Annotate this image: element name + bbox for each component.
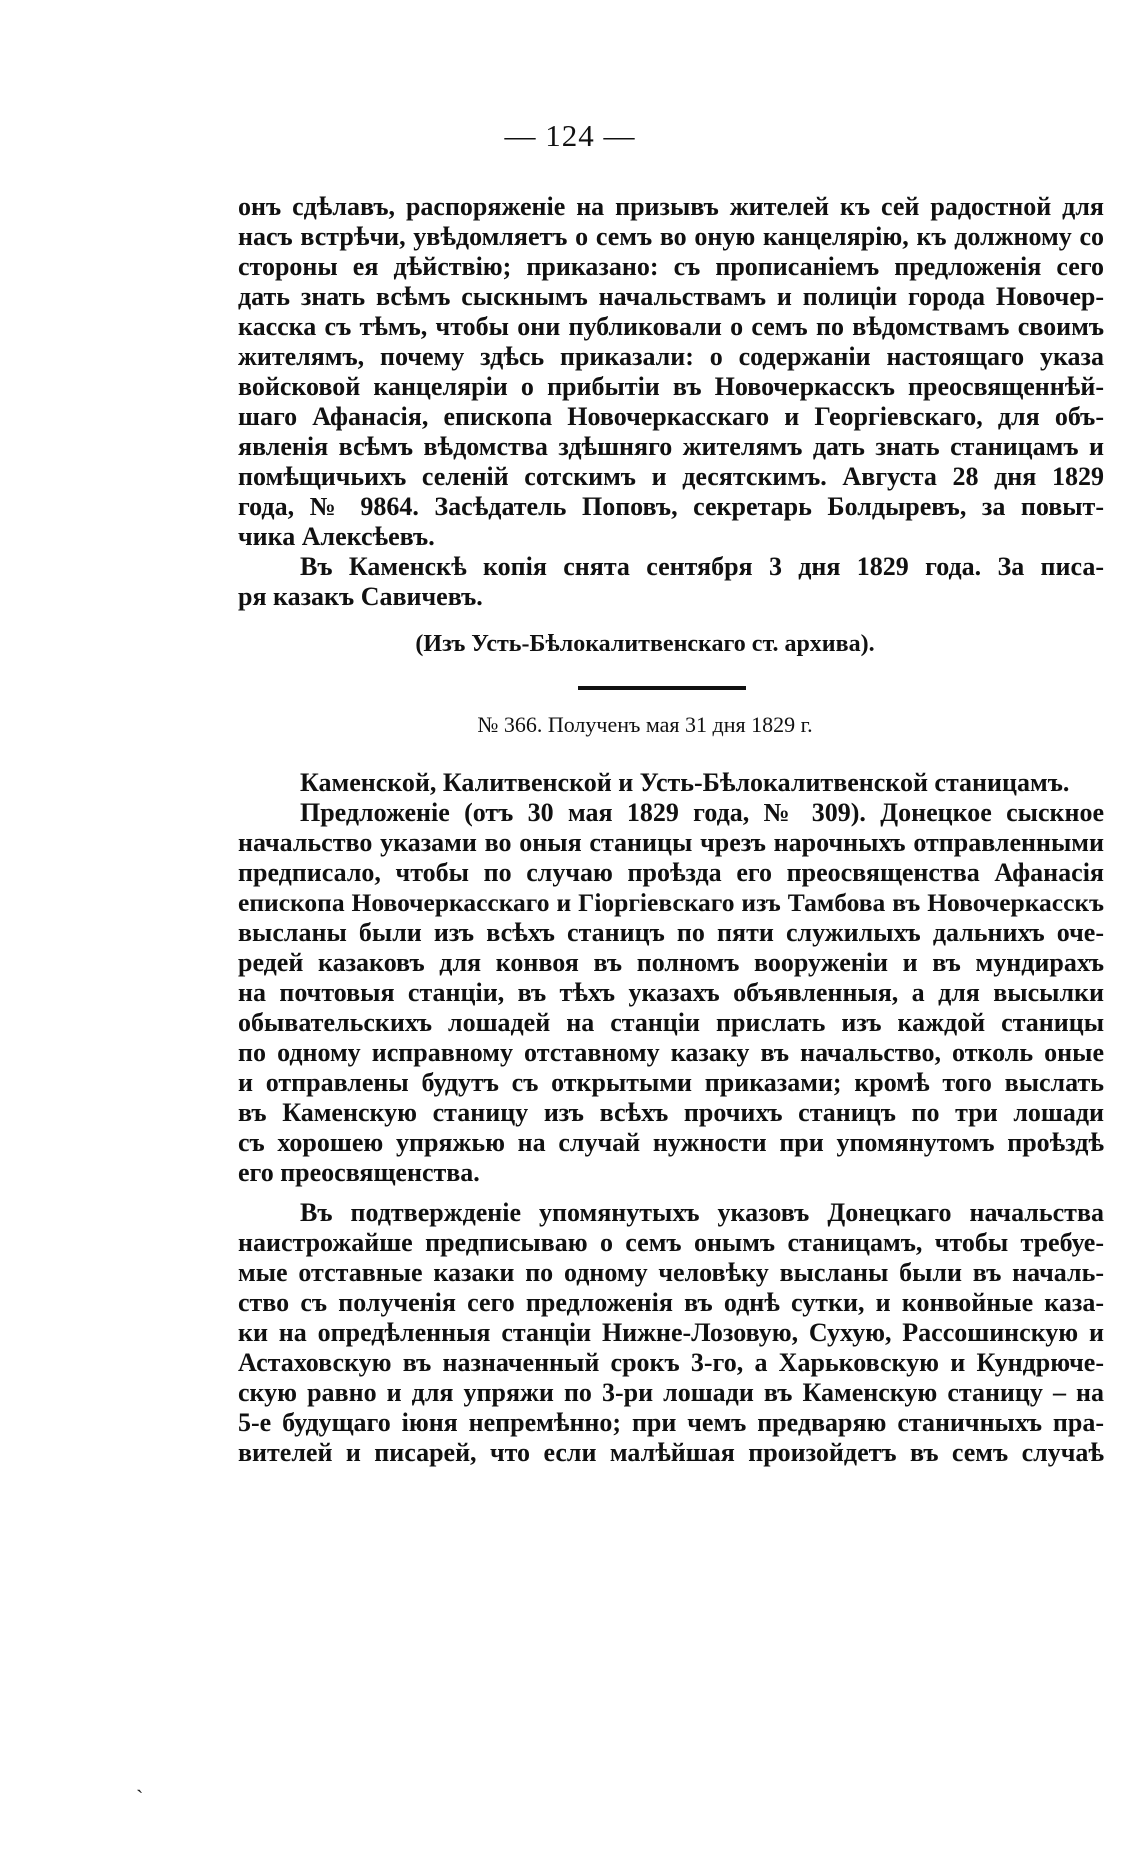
text-line: высланы были изъ всѣхъ станицъ по пяти служилыхъ дальнихъ оче- xyxy=(238,918,1104,947)
text-line: наистрожайше предписываю о семъ онымъ станицамъ, чтобы требуе- xyxy=(238,1228,1104,1257)
text-line: предписало, чтобы по случаю проѣзда его преосвященства Афанасія xyxy=(238,858,1104,887)
text-line: стороны ея дѣйствію; приказано: съ прописаніемъ предложенія сего xyxy=(238,252,1104,281)
text-line: епископа Новочеркасскаго и Гіоргіевскаго изъ Тамбова въ Новочеркасскъ xyxy=(238,888,1104,917)
text-line: ря казакъ Савичевъ. xyxy=(238,582,483,611)
text-line: жителямъ, почему здѣсь приказали: о содержаніи настоящаго указа xyxy=(238,342,1104,371)
text-line: вителей и писарей, что если малѣйшая произойдетъ въ семъ случаѣ xyxy=(238,1438,1104,1467)
paragraph-confirmation xyxy=(238,1198,1104,1468)
paragraph-proposal xyxy=(238,798,1104,1188)
text-line: явленія всѣмъ вѣдомства здѣшняго жителямъ дать знать станицамъ и xyxy=(238,432,1104,461)
text-line: съ хорошею упряжью на случай нужности при упомянутомъ проѣздѣ xyxy=(238,1128,1104,1157)
text-line: Каменской, Калитвенской и Усть-Бѣлокалитвенской станицамъ. xyxy=(300,768,1070,797)
text-line: ки на опредѣленныя станціи Нижне-Лозовую, Сухую, Рассошинскую и xyxy=(238,1318,1104,1347)
text-line: помѣщичьихъ селеній сотскимъ и десятскимъ. Августа 28 дня 1829 xyxy=(238,462,1104,491)
text-line: редей казаковъ для конвоя въ полномъ вооруженіи и въ мундирахъ xyxy=(238,948,1104,977)
paragraph-copy-note xyxy=(238,552,1104,612)
text-line: обывательскихъ лошадей на станціи прислать изъ каждой станицы xyxy=(238,1008,1104,1037)
margin-mark: ˎ xyxy=(136,1768,144,1793)
text-line: Въ подтвержденіе упомянутыхъ указовъ Донецкаго начальства xyxy=(300,1198,1104,1227)
text-line: и отправлены будутъ съ открытыми приказами; кромѣ того выслать xyxy=(238,1068,1104,1097)
text-line: скую равно и для упряжи по 3-ри лошади въ Каменскую станицу – на xyxy=(238,1378,1104,1407)
text-line: онъ сдѣлавъ, распоряженіе на призывъ жителей къ сей радостной для xyxy=(238,192,1104,221)
text-line: войсковой канцеляріи о прибытіи въ Новочеркасскъ преосвященнѣй- xyxy=(238,372,1104,401)
text-line: Предложеніе (отъ 30 мая 1829 года, № 309). Донецкое сыскное xyxy=(300,798,1104,827)
text-line: касска съ тѣмъ, чтобы они публиковали о семъ по вѣдомствамъ своимъ xyxy=(238,312,1104,341)
text-line: чика Алексѣевъ. xyxy=(238,522,435,551)
address-line xyxy=(238,768,1104,798)
text-line: на почтовыя станціи, въ тѣхъ указахъ объявленныя, а для высылки xyxy=(238,978,1104,1007)
source-note: (Изъ Усть-Бѣлокалитвенскаго ст. архива). xyxy=(415,631,875,657)
section-divider xyxy=(578,686,746,690)
text-line: начальство указами во оныя станицы чрезъ нарочныхъ отправленными xyxy=(238,828,1104,857)
page-number: — 124 — xyxy=(504,118,636,153)
paragraph-continuation xyxy=(238,192,1104,552)
text-line: ство съ полученія сего предложенія въ однѣ сутки, и конвойные каза- xyxy=(238,1288,1104,1317)
text-line: насъ встрѣчи, увѣдомляетъ о семъ во оную канцелярію, къ должному со xyxy=(238,222,1104,251)
text-line: 5-е будущаго іюня непремѣнно; при чемъ предваряю станичныхъ пра- xyxy=(238,1408,1104,1437)
text-line: года, № 9864. Засѣдатель Поповъ, секретарь Болдыревъ, за повыт- xyxy=(238,492,1104,521)
text-line: по одному исправному отставному казаку въ начальство, отколь оные xyxy=(238,1038,1104,1067)
document-header: № 366. Полученъ мая 31 дня 1829 г. xyxy=(477,712,813,737)
text-line: Въ Каменскѣ копія снята сентября 3 дня 1829 года. За писа- xyxy=(300,552,1104,581)
text-line: въ Каменскую станицу изъ всѣхъ прочихъ станицъ по три лошади xyxy=(238,1098,1104,1127)
text-line: Астаховскую въ назначенный срокъ 3-го, а Харьковскую и Кундрюче- xyxy=(238,1348,1104,1377)
text-line: дать знать всѣмъ сыскнымъ начальствамъ и полиціи города Новочер- xyxy=(238,282,1104,311)
text-line: шаго Афанасія, епископа Новочеркасскаго и Георгіевскаго, для объ- xyxy=(238,402,1104,431)
text-line: мые отставные казаки по одному человѣку высланы были въ началь- xyxy=(238,1258,1104,1287)
text-line: его преосвященства. xyxy=(238,1158,480,1187)
